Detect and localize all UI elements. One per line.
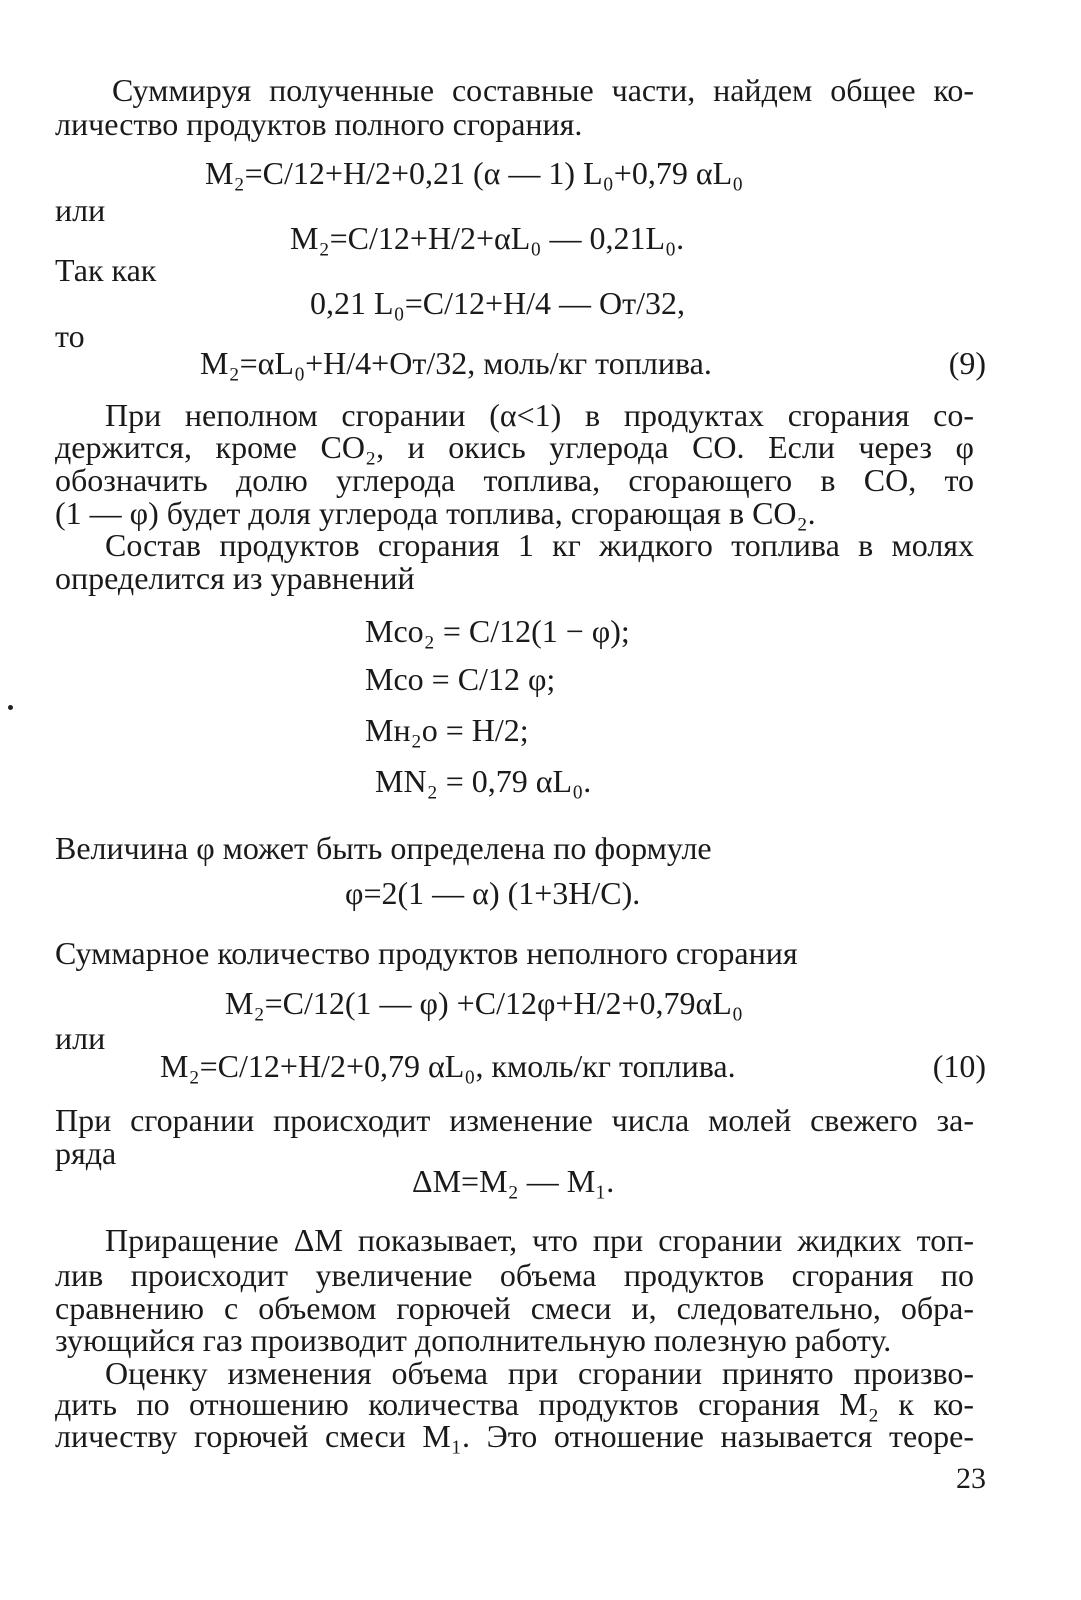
formula: Mсо = C/12 φ;: [365, 661, 556, 697]
text-line: держится, кроме CO₂, и окись углерода CO. Если через φ: [55, 429, 974, 465]
formula: M₂=C/12+H/2+αL₀ — 0,21L₀.: [290, 220, 685, 256]
formula: M₂=C/12(1 — φ) +C/12φ+H/2+0,79αL₀: [225, 985, 743, 1021]
formula: Mн₂о = H/2;: [365, 712, 529, 748]
formula: φ=2(1 — α) (1+3H/C).: [345, 875, 641, 911]
formula: M₂=αL₀+H/4+Oт/32, моль/кг топлива.: [200, 345, 712, 381]
text-line: (1 — φ) будет доля углерода топлива, сгорающая в CO₂.: [55, 495, 816, 531]
text-line: личеству горючей смеси M₁. Это отношение называется теоре-: [55, 1418, 974, 1454]
formula: MN₂ = 0,79 αL₀.: [375, 763, 592, 799]
scan-speck: [8, 705, 13, 710]
text-line: обозначить долю углерода топлива, сгорающего в CO, то: [55, 462, 974, 498]
text-line: При неполном сгорании (α<1) в продуктах сгорания со-: [105, 397, 974, 433]
text-line: Величина φ может быть определена по формуле: [55, 830, 712, 866]
text-line: Так как: [55, 252, 157, 288]
equation-number: (9): [948, 345, 986, 381]
text-line: зующийся газ производит дополнительную полезную работу.: [55, 1322, 892, 1358]
text-line: ряда: [55, 1135, 117, 1171]
formula: 0,21 L₀=C/12+H/4 — Oт/32,: [310, 285, 686, 321]
text-line: Состав продуктов сгорания 1 кг жидкого топлива в молях: [105, 527, 974, 563]
text-line: сравнению с объемом горючей смеси и, следовательно, обра-: [55, 1290, 974, 1326]
text-line: то: [55, 318, 85, 354]
text-line: При сгорании происходит изменение числа молей свежего за-: [55, 1102, 974, 1138]
text-line: лив происходит увеличение объема продуктов сгорания по: [55, 1257, 974, 1293]
text-line: Приращение ΔM показывает, что при сгорании жидких топ-: [105, 1222, 974, 1258]
formula: M₂=C/12+H/2+0,79 αL₀, кмоль/кг топлива.: [160, 1048, 736, 1084]
text-line: или: [55, 1020, 106, 1056]
formula: Mсо₂ = C/12(1 − φ);: [365, 613, 630, 649]
page-number: 23: [956, 1462, 986, 1495]
formula: ΔM=M₂ — M₁.: [412, 1163, 615, 1199]
text-line: Оценку изменения объема при сгорании принято произво-: [105, 1355, 974, 1391]
formula: M₂=C/12+H/2+0,21 (α — 1) L₀+0,79 αL₀: [205, 155, 744, 191]
text-line: личество продуктов полного сгорания.: [55, 106, 583, 142]
equation-number: (10): [932, 1048, 986, 1084]
text-line: или: [55, 192, 106, 228]
text-line: дить по отношению количества продуктов сгорания M₂ к ко-: [55, 1386, 974, 1422]
text-line: Суммарное количество продуктов неполного сгорания: [55, 935, 798, 971]
text-line: Суммируя полученные составные части, найдем общее ко-: [112, 72, 974, 108]
text-line: определится из уравнений: [55, 560, 415, 596]
